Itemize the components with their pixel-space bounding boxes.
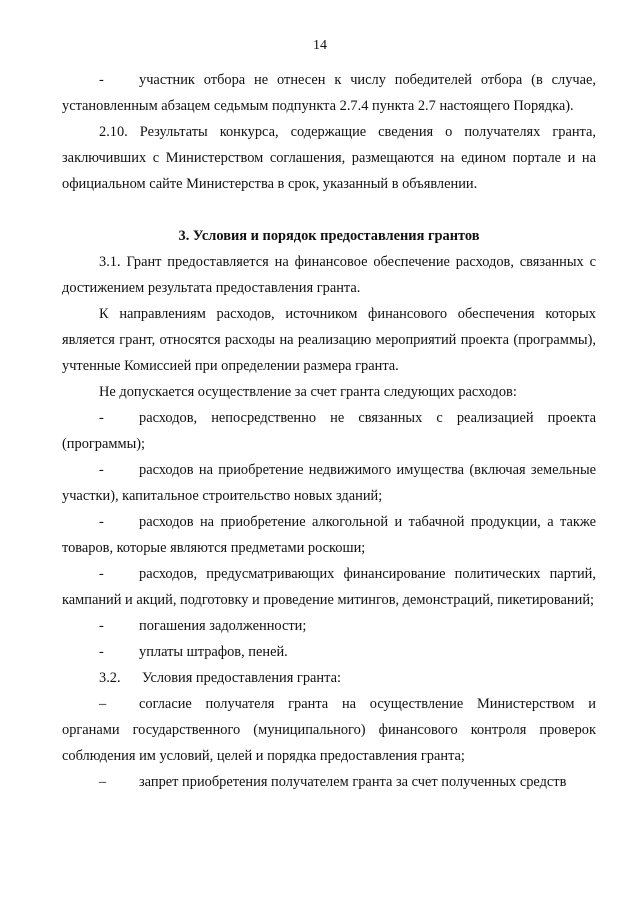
clause-text: Условия предоставления гранта: (142, 670, 341, 686)
list-item (62, 509, 596, 561)
list-marker: - (99, 72, 104, 88)
page-number: 14 (313, 38, 327, 53)
list-item (62, 639, 596, 665)
paragraph: 3.1. Грант предоставляется на финансовое обеспечение расходов, связанных с достижением результата предоставления гранта. (62, 254, 596, 296)
list-marker: - (99, 514, 104, 530)
list-marker: - (99, 644, 104, 660)
list-marker: – (99, 774, 107, 790)
paragraph: К направлениям расходов, источником финансового обеспечения которых является грант, относятся расходы на реализацию мероприятий проекта (программы), учтенные Комиссией при определении размера гранта. (62, 306, 596, 374)
list-item-text: участник отбора не отнесен к числу победителей отбора (в случае, установленным абзацем седьмым подпункта 2.7.4 пункта 2.7 настоящего Порядка). (62, 72, 596, 114)
list-item-text: расходов, непосредственно не связанных с реализацией проекта (программы); (62, 410, 596, 452)
list-item-text: уплаты штрафов, пеней. (139, 644, 288, 660)
list-marker: - (99, 410, 104, 426)
list-item-text: запрет приобретения получателем гранта за счет полученных средств (139, 774, 567, 790)
list-item-text: расходов на приобретение недвижимого имущества (включая земельные участки), капитальное строительство новых зданий; (62, 462, 596, 504)
paragraph: 2.10. Результаты конкурса, содержащие сведения о получателях гранта, заключивших с Министерством соглашения, размещаются на едином портале и на официальном сайте Министерства в срок, указанный в объявлении. (62, 124, 596, 192)
list-item-text: согласие получателя гранта на осуществление Министерством и органами государственного (муниципального) финансового контроля проверок соблюдения им условий, целей и порядка предоставления гранта; (62, 696, 596, 764)
list-item (62, 769, 596, 795)
list-marker: – (99, 696, 107, 712)
list-item (62, 457, 596, 509)
list-marker: - (99, 566, 104, 582)
list-item (62, 613, 596, 639)
list-item (62, 67, 596, 119)
list-item (62, 405, 596, 457)
clause-item (62, 665, 596, 691)
list-item (62, 691, 596, 769)
document-body (62, 67, 596, 795)
list-marker: - (99, 462, 104, 478)
list-item-text: расходов на приобретение алкогольной и табачной продукции, а также товаров, которые являются предметами роскоши; (62, 514, 596, 556)
paragraph: Не допускается осуществление за счет гранта следующих расходов: (99, 384, 517, 400)
section-spacer (62, 197, 596, 223)
list-item-text: погашения задолженности; (139, 618, 307, 634)
list-marker: - (99, 618, 104, 634)
clause-number: 3.2. (99, 670, 121, 686)
list-item (62, 561, 596, 613)
section-heading: 3. Условия и порядок предоставления грантов (178, 228, 480, 244)
list-item-text: расходов, предусматривающих финансирование политических партий, кампаний и акций, подготовку и проведение митингов, демонстраций, пикетирований; (62, 566, 596, 608)
